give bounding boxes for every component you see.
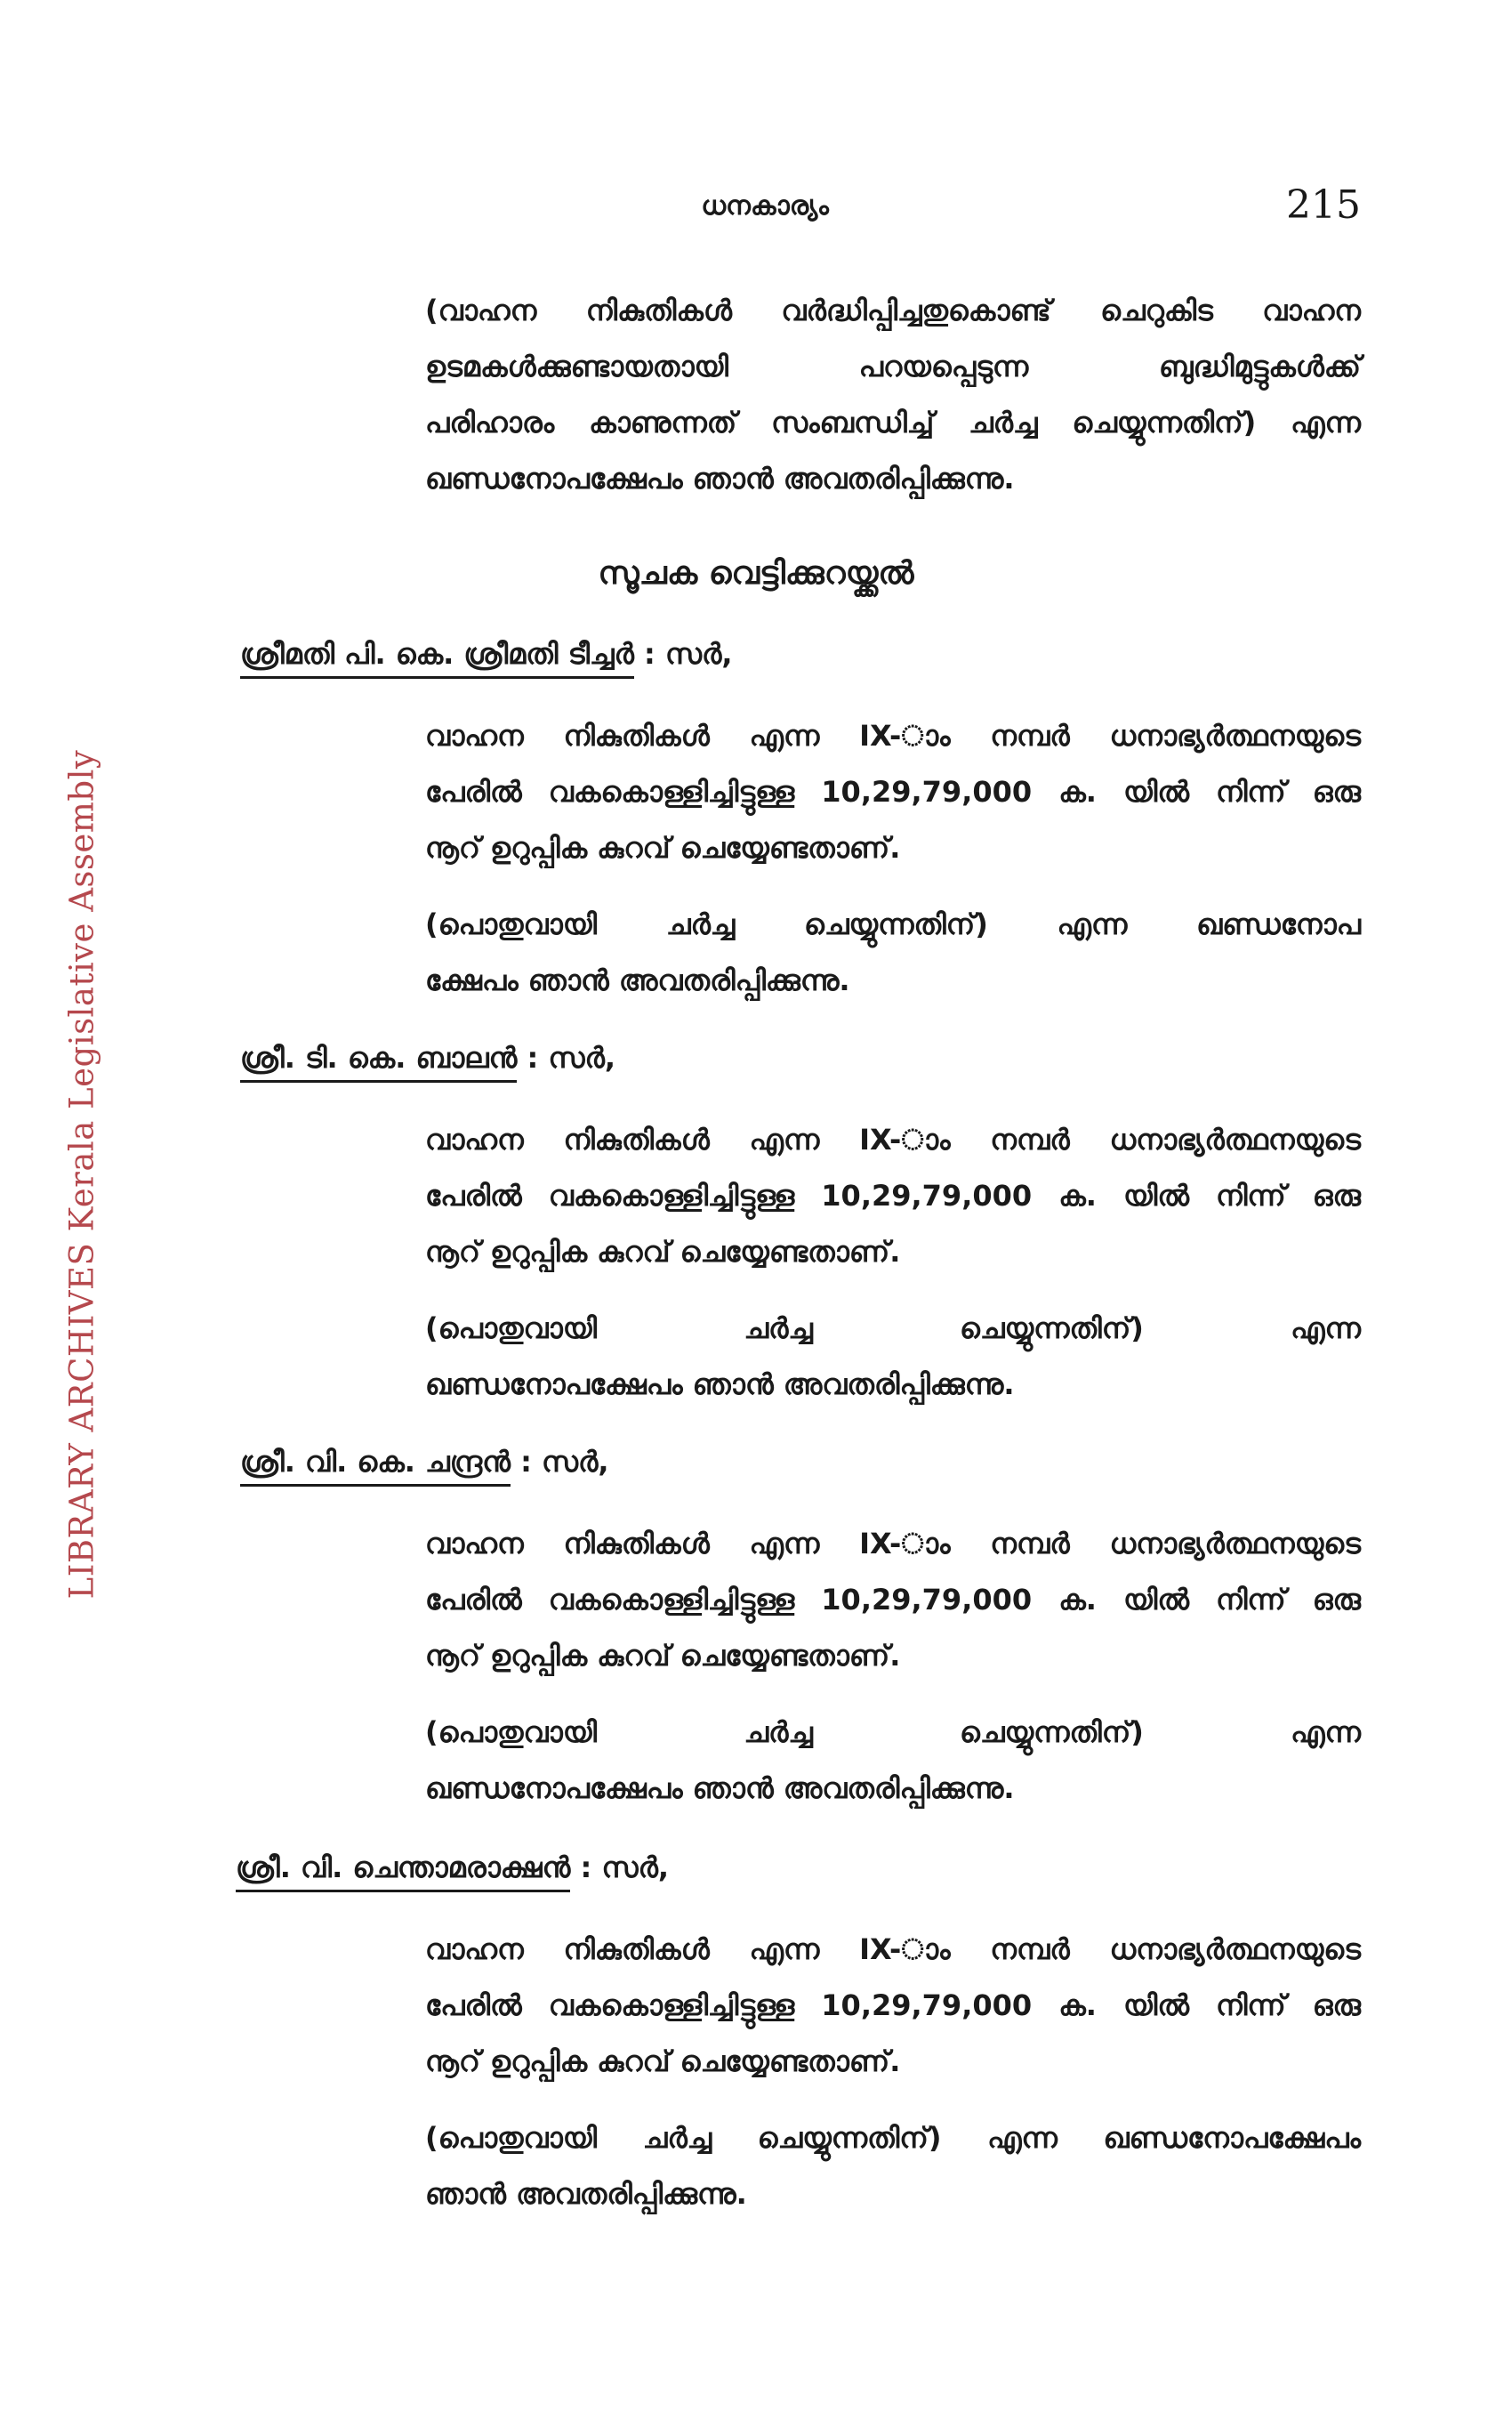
paragraph-line: (പൊതുവായി ചർച്ച ചെയ്യുന്നതിന്) എന്ന ഖണ്ഡനോപ (425, 907, 1361, 941)
speaker-line (240, 637, 733, 672)
paragraph-line: പേരിൽ വകകൊള്ളിച്ചിട്ടുള്ള 10,29,79,000 ക. യിൽ നിന്ന് ഒരു (425, 1179, 1361, 1213)
paragraph-line: ഖണ്ഡനോപക്ഷേപം ഞാൻ അവതരിപ്പിക്കുന്നു. (425, 462, 1015, 496)
paragraph-line: ഞാൻ അവതരിപ്പിക്കുന്നു. (425, 2177, 747, 2211)
motion-paragraph (425, 1516, 1361, 1684)
paragraph-line: വാഹന നികുതികൾ എന്ന IX-ാം നമ്പർ ധനാഭ്യർത്ഥനയുടെ (425, 719, 1361, 753)
speaker-name: ശ്രീ. വി. ചെന്താമരാക്ഷൻ (236, 1851, 570, 1892)
section-heading: സൂചക വെട്ടിക്കുറയ്ക്കൽ (598, 555, 914, 592)
paragraph-line: ഖണ്ഡനോപക്ഷേപം ഞാൻ അവതരിപ്പിക്കുന്നു. (425, 1367, 1015, 1401)
intro-paragraph (425, 283, 1361, 507)
speaker-name: ശ്രീ. വി. കെ. ചന്ദ്രൻ (240, 1445, 511, 1487)
paragraph-line: നൂറ് ഉറുപ്പിക കുറവ് ചെയ്യേണ്ടതാണ്. (425, 1235, 901, 1269)
paragraph-line: നൂറ് ഉറുപ്പിക കുറവ് ചെയ്യേണ്ടതാണ്. (425, 1639, 901, 1673)
paragraph-line: പരിഹാരം കാണുന്നത് സംബന്ധിച്ച് ചർച്ച ചെയ്യുന്നതിന്) എന്ന (425, 406, 1361, 439)
running-head: ധനകാര്യം (701, 190, 829, 222)
motion-paragraph (425, 708, 1361, 876)
speaker-name: ശ്രീമതി പി. കെ. ശ്രീമതി ടീച്ചർ (240, 637, 634, 679)
paragraph-line: പേരിൽ വകകൊള്ളിച്ചിട്ടുള്ള 10,29,79,000 ക. യിൽ നിന്ന് ഒരു (425, 1583, 1361, 1617)
speaker-line (240, 1445, 609, 1480)
paragraph-line: പേരിൽ വകകൊള്ളിച്ചിട്ടുള്ള 10,29,79,000 ക. യിൽ നിന്ന് ഒരു (425, 1988, 1361, 2022)
paragraph-line: (പൊതുവായി ചർച്ച ചെയ്യുന്നതിന്) എന്ന ഖണ്ഡനോപക്ഷേപം (425, 2121, 1361, 2155)
paragraph-line: (പൊതുവായി ചർച്ച ചെയ്യുന്നതിന്) എന്ന (425, 1715, 1361, 1749)
motion-paragraph (425, 1922, 1361, 2090)
paragraph-line: നൂറ് ഉറുപ്പിക കുറവ് ചെയ്യേണ്ടതാണ്. (425, 831, 901, 865)
speaker-name: ശ്രീ. ടി. കെ. ബാലൻ (240, 1041, 517, 1083)
purpose-paragraph (425, 1301, 1361, 1413)
page-number: 215 (1286, 182, 1361, 228)
paragraph-line: (വാഹന നികുതികൾ വർദ്ധിപ്പിച്ചതുകൊണ്ട് ചെറുകിട വാഹന (425, 294, 1361, 327)
speaker-suffix: : സർ, (570, 1851, 670, 1884)
purpose-paragraph (425, 897, 1361, 1009)
speaker-suffix: : സർ, (510, 1445, 609, 1479)
paragraph-line: പേരിൽ വകകൊള്ളിച്ചിട്ടുള്ള 10,29,79,000 ക. യിൽ നിന്ന് ഒരു (425, 775, 1361, 809)
speaker-line (236, 1851, 669, 1885)
paragraph-line: വാഹന നികുതികൾ എന്ന IX-ാം നമ്പർ ധനാഭ്യർത്ഥനയുടെ (425, 1123, 1361, 1157)
paragraph-line: ക്ഷേപം ഞാൻ അവതരിപ്പിക്കുന്നു. (425, 964, 850, 997)
speaker-suffix: : സർ, (517, 1041, 616, 1075)
paragraph-line: ഖണ്ഡനോപക്ഷേപം ഞാൻ അവതരിപ്പിക്കുന്നു. (425, 1771, 1015, 1805)
paragraph-line: (പൊതുവായി ചർച്ച ചെയ്യുന്നതിന്) എന്ന (425, 1311, 1361, 1345)
speaker-suffix: : സർ, (633, 637, 733, 671)
paragraph-line: നൂറ് ഉറുപ്പിക കുറവ് ചെയ്യേണ്ടതാണ്. (425, 2044, 901, 2078)
paragraph-line: വാഹന നികുതികൾ എന്ന IX-ാം നമ്പർ ധനാഭ്യർത്ഥനയുടെ (425, 1932, 1361, 1966)
paragraph-line: ഉടമകൾക്കുണ്ടായതായി പറയപ്പെടുന്ന ബുദ്ധിമുട്ടുകൾക്ക് (425, 350, 1361, 383)
purpose-paragraph (425, 2110, 1361, 2222)
speaker-line (240, 1041, 615, 1076)
watermark-text: LIBRARY ARCHIVES Kerala Legislative Assembly (62, 749, 101, 1600)
paragraph-line: വാഹന നികുതികൾ എന്ന IX-ാം നമ്പർ ധനാഭ്യർത്ഥനയുടെ (425, 1527, 1361, 1560)
motion-paragraph (425, 1112, 1361, 1280)
purpose-paragraph (425, 1705, 1361, 1817)
